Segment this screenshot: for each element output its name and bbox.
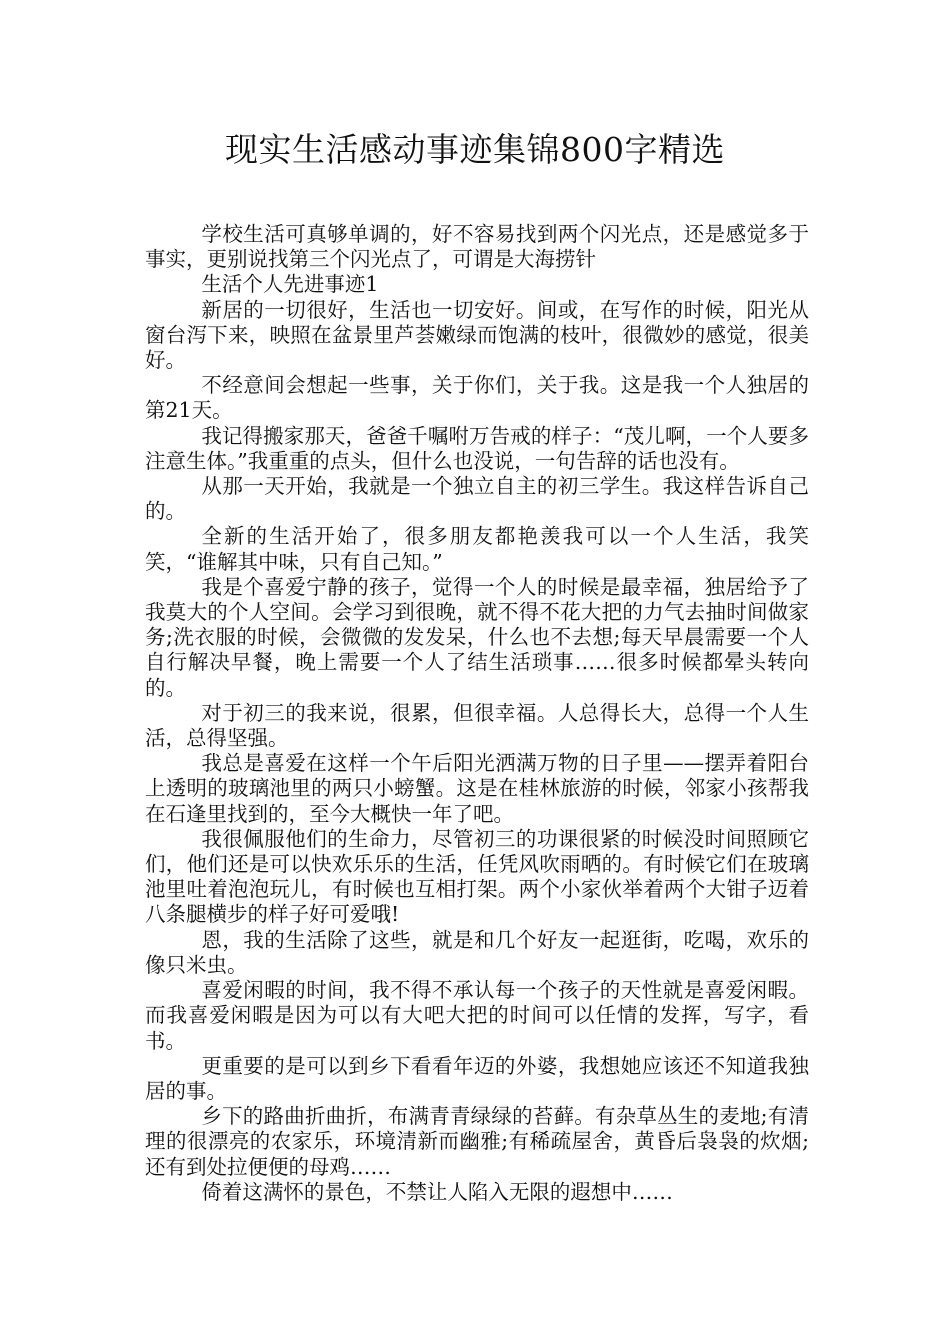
document-body [145,222,809,1205]
paragraph: 恩，我的生活除了这些，就是和几个好友一起逛街，吃喝，欢乐的像只米虫。 [145,927,809,977]
paragraph: 不经意间会想起一些事，关于你们，关于我。这是我一个人独居的第21天。 [145,373,809,423]
paragraph: 从那一天开始，我就是一个独立自主的初三学生。我这样告诉自己的。 [145,474,809,524]
paragraph: 学校生活可真够单调的，好不容易找到两个闪光点，还是感觉多于事实，更别说找第三个闪光点了，可谓是大海捞针 [145,222,809,272]
paragraph: 生活个人先进事迹1 [201,272,379,297]
document-title: 现实生活感动事迹集锦800字精选 [225,130,725,169]
paragraph: 对于初三的我来说，很累，但很幸福。人总得长大，总得一个人生活，总得坚强。 [145,700,809,751]
paragraph: 我很佩服他们的生命力，尽管初三的功课很紧的时候没时间照顾它们，他们还是可以快欢乐乐的生活，任凭风吹雨晒的。有时候它们在玻璃池里吐着泡泡玩儿，有时候也互相打架。两个小家伙举着两个大钳子迈着八条腿横步的样子好可爱哦! [145,826,809,927]
paragraph: 喜爱闲暇的时间，我不得不承认每一个孩子的天性就是喜爱闲暇。而我喜爱闲暇是因为可以有大吧大把的时间可以任情的发挥，写字，看书。 [145,978,809,1053]
paragraph: 乡下的路曲折曲折，布满青青绿绿的苔藓。有杂草丛生的麦地;有清理的很漂亮的农家乐，环境清新而幽雅;有稀疏屋舍，黄昏后袅袅的炊烟;还有到处拉便便的母鸡…… [145,1104,809,1179]
paragraph: 我记得搬家那天，爸爸千嘱咐万告戒的样子：“茂儿啊，一个人要多注意生体。”我重重的点头，但什么也没说，一句告辞的话也没有。 [145,423,809,473]
paragraph: 全新的生活开始了，很多朋友都艳羡我可以一个人生活，我笑笑，“谁解其中味，只有自己知。” [145,524,809,574]
paragraph: 更重要的是可以到乡下看看年迈的外婆，我想她应该还不知道我独居的事。 [145,1053,809,1103]
paragraph: 新居的一切很好，生活也一切安好。间或，在写作的时候，阳光从窗台泻下来，映照在盆景里芦荟嫩绿而饱满的枝叶，很微妙的感觉，很美好。 [145,297,809,373]
paragraph: 倚着这满怀的景色，不禁让人陷入无限的遐想中…… [201,1179,673,1204]
paragraph: 我是个喜爱宁静的孩子，觉得一个人的时候是最幸福，独居给予了我莫大的个人空间。会学习到很晚，就不得不花大把的力气去抽时间做家务;洗衣服的时候，会微微的发发呆，什么也不去想;每天早晨需要一个人自行解决早餐，晚上需要一个人了结生活琐事……很多时候都晕头转向的。 [145,574,809,700]
paragraph: 我总是喜爱在这样一个午后阳光洒满万物的日子里——摆弄着阳台上透明的玻璃池里的两只小螃蟹。这是在桂林旅游的时候，邻家小孩帮我在石逢里找到的，至今大概快一年了吧。 [145,751,809,826]
